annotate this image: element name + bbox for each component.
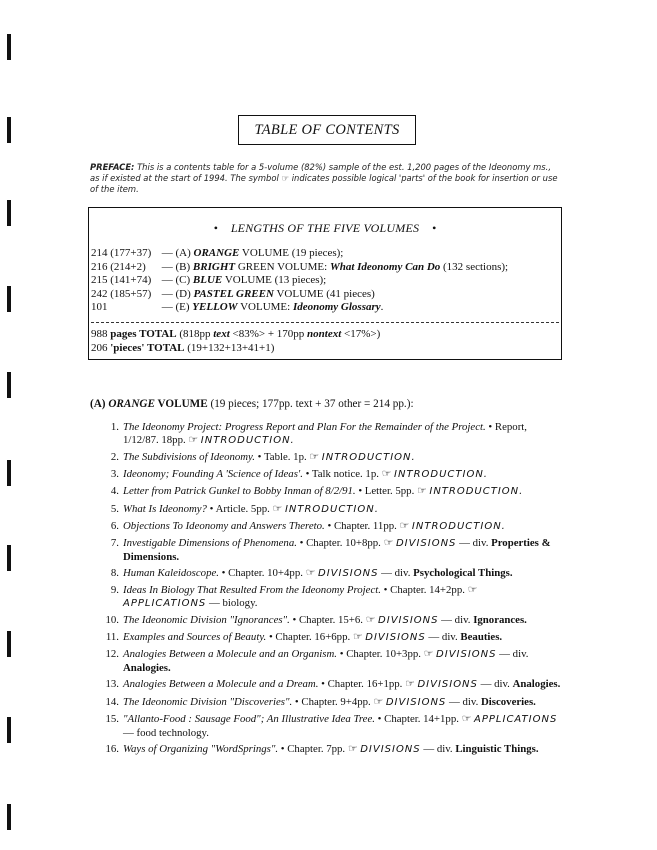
- item-meta: Talk notice. 1p.: [311, 468, 379, 481]
- item-part-tag: DIVISIONS: [378, 615, 439, 627]
- list-item: [92, 713, 562, 740]
- volume-subtitle: What Ideonomy Can Do: [329, 260, 441, 273]
- volume-desc: VOLUME (41 pieces): [273, 287, 375, 300]
- volume-desc: VOLUME (13 pieces);: [222, 274, 327, 286]
- item-division-name: Ignorances.: [473, 614, 527, 627]
- item-part-tag: INTRODUCTION.: [429, 486, 524, 498]
- item-meta: Chapter. 10+3pp.: [346, 648, 421, 661]
- item-title: Investigable Dimensions of Phenomena.: [123, 536, 297, 549]
- bullet-icon: •: [339, 648, 344, 661]
- list-item: [92, 743, 562, 757]
- item-number: 2.: [110, 450, 119, 463]
- volume-pages: 215 (141+74): [91, 274, 152, 286]
- page-title-text: TABLE OF CONTENTS: [254, 121, 400, 138]
- lengths-title-text: LENGTHS OF THE FIVE VOLUMES: [230, 221, 420, 235]
- list-item: [92, 421, 562, 448]
- list-item: [92, 567, 562, 581]
- item-meta: Chapter. 16+6pp.: [275, 631, 351, 644]
- item-division: — div.: [425, 631, 458, 644]
- item-title: The Ideonomic Division "Discoveries".: [123, 695, 293, 708]
- item-part-tag: DIVISIONS: [385, 696, 447, 708]
- pointing-hand-icon: ☞: [272, 501, 283, 515]
- item-number: 14.: [105, 695, 119, 708]
- item-meta: Chapter. 11pp.: [333, 519, 397, 532]
- item-number: 10.: [105, 614, 119, 627]
- section-color: ORANGE: [108, 398, 155, 410]
- item-title: The Subdivisions of Ideonomy.: [123, 450, 255, 463]
- item-part-tag: INTRODUCTION.: [411, 520, 506, 532]
- list-item: [92, 678, 562, 692]
- item-part-tag: DIVISIONS: [360, 743, 421, 755]
- section-letter: (A): [90, 398, 109, 410]
- item-meta: Chapter. 14+1pp.: [384, 712, 459, 725]
- item-meta: Chapter. 15+6.: [298, 614, 363, 627]
- item-meta: Letter. 5pp.: [364, 485, 415, 498]
- volume-letter: — (C): [159, 274, 193, 286]
- bullet-icon: •: [268, 631, 273, 644]
- volume-pages: 101: [91, 301, 108, 313]
- item-division: — food technology.: [123, 726, 209, 739]
- item-title: Ways of Organizing "WordSprings".: [123, 742, 279, 755]
- item-meta: Table. 1p.: [263, 450, 307, 463]
- pointing-hand-icon: ☞: [309, 449, 320, 463]
- bullet-icon: •: [221, 566, 226, 579]
- volume-desc-end: (132 sections);: [440, 260, 509, 273]
- volume-desc: GREEN VOLUME:: [235, 260, 330, 273]
- item-division: — div.: [477, 678, 510, 691]
- bullet-icon: •: [377, 712, 382, 725]
- volume-letter: — (B): [159, 260, 193, 273]
- total-pages-row: [91, 327, 380, 341]
- punch-mark: [7, 372, 11, 398]
- bullet-icon: •: [305, 468, 310, 481]
- item-division-name: Discoveries.: [480, 695, 536, 708]
- bullet-icon: •: [432, 221, 437, 235]
- punch-mark: [7, 117, 11, 143]
- list-item: [92, 631, 562, 645]
- item-number: 9.: [110, 584, 119, 597]
- pointing-hand-icon: ☞: [347, 741, 358, 755]
- item-division: — div.: [496, 648, 529, 661]
- item-part-tag: INTRODUCTION.: [394, 469, 488, 481]
- item-number: 3.: [110, 468, 119, 481]
- volume-desc: VOLUME:: [237, 301, 293, 313]
- total-pieces-num: 206: [91, 342, 108, 354]
- text-word: text: [213, 328, 230, 340]
- item-meta: Chapter. 7pp.: [287, 742, 346, 755]
- lengths-title: [89, 221, 561, 236]
- volume-lengths-box: [88, 207, 562, 360]
- bullet-icon: •: [299, 536, 304, 549]
- pointing-hand-icon: ☞: [188, 432, 199, 446]
- item-part-tag: DIVISIONS: [417, 679, 478, 691]
- item-division: — div.: [378, 566, 411, 579]
- item-title: Ideonomy; Founding A 'Science of Ideas'.: [123, 468, 303, 481]
- punch-mark: [7, 286, 11, 312]
- list-item: [92, 696, 562, 710]
- volume-letter: — (D): [159, 287, 194, 300]
- item-title: Objections To Ideonomy and Answers Thereto.: [123, 519, 325, 532]
- preface: [90, 162, 562, 194]
- pointing-hand-icon: ☞: [365, 613, 376, 627]
- pointing-hand-icon: ☞: [373, 694, 384, 708]
- item-division: — div.: [438, 614, 471, 627]
- bullet-icon: •: [294, 695, 299, 708]
- list-item: [92, 614, 562, 628]
- volume-pages: 216 (214+2): [91, 260, 146, 273]
- item-meta: Chapter. 9+4pp.: [301, 695, 371, 708]
- total-pages-part: <17%>): [341, 328, 381, 340]
- item-title: The Ideonomic Division "Ignorances".: [123, 614, 290, 627]
- dashed-divider: [91, 322, 559, 323]
- item-number: 1.: [110, 421, 119, 433]
- item-title: Ideas In Biology That Resulted From the Ideonomy Project.: [123, 584, 381, 597]
- volume-color: ORANGE: [193, 247, 240, 259]
- volume-color: PASTEL GREEN: [193, 287, 274, 300]
- punch-mark: [7, 34, 11, 60]
- preface-text-1: This is a contents table for a 5-volume (82%) sample of the est. 1,200 pages of the Ideonomy ms., as if existed at the start of 1994. The symbol: [90, 162, 551, 183]
- item-meta: Chapter. 16+1pp.: [327, 678, 403, 691]
- volume-color: BRIGHT: [192, 260, 236, 273]
- item-number: 15.: [105, 712, 119, 725]
- item-part-tag: APPLICATIONS: [474, 713, 558, 725]
- punch-mark: [7, 631, 11, 657]
- total-pages-num: 988: [91, 328, 108, 340]
- punch-mark: [7, 460, 11, 486]
- item-number: 4.: [110, 485, 119, 498]
- pointing-hand-icon: ☞: [461, 711, 472, 725]
- item-number: 11.: [105, 631, 119, 644]
- bullet-icon: •: [280, 742, 285, 755]
- bullet-icon: •: [488, 421, 493, 433]
- punch-mark: [7, 804, 11, 830]
- volume-subtitle: Ideonomy Glossary: [292, 301, 381, 313]
- section-summary: (19 pieces; 177pp. text + 37 other = 214 pp.):: [207, 398, 414, 410]
- item-meta: Chapter. 14+2pp.: [390, 584, 465, 597]
- item-meta: Chapter. 10+8pp.: [306, 536, 381, 549]
- volume-length-row: [91, 274, 508, 288]
- item-part-tag: INTRODUCTION.: [284, 503, 379, 515]
- item-meta: Article. 5pp.: [215, 502, 270, 515]
- totals: [91, 327, 380, 355]
- pointing-hand-icon: ☞: [423, 647, 434, 661]
- item-number: 5.: [110, 502, 119, 515]
- list-item: [92, 584, 562, 611]
- item-title: Analogies Between a Molecule and an Organism.: [123, 648, 337, 661]
- item-number: 6.: [110, 519, 119, 532]
- preface-text-2: indicates possible logical 'parts' of the book for insertion or use of the item.: [90, 172, 558, 194]
- volume-pages: 214 (177+37): [91, 247, 152, 259]
- pointing-hand-icon: ☞: [305, 565, 316, 579]
- total-pages-label: pages TOTAL: [107, 328, 177, 340]
- item-title: "Allanto-Food : Sausage Food"; An Illustrative Idea Tree.: [123, 712, 375, 725]
- volume-letter: — (A): [159, 247, 194, 259]
- item-title: Letter from Patrick Gunkel to Bobby Inman of 8/2/91.: [123, 485, 356, 498]
- volume-length-row: [91, 247, 508, 261]
- item-title: The Ideonomy Project: Progress Report and Plan For the Remainder of the Project.: [123, 421, 486, 433]
- bullet-icon: •: [292, 614, 297, 627]
- item-division-name: Properties & Dimensions.: [123, 536, 551, 563]
- item-part-tag: APPLICATIONS: [123, 597, 207, 609]
- volume-pages: 242 (185+57): [91, 287, 152, 300]
- pointing-hand-icon: ☞: [352, 630, 363, 644]
- pointing-hand-icon: ☞: [399, 518, 410, 532]
- volume-length-list: [91, 247, 508, 315]
- total-pieces-row: [91, 341, 380, 355]
- item-division: — biology.: [206, 596, 258, 609]
- item-division-name: Analogies.: [123, 662, 171, 675]
- list-item: [92, 451, 562, 465]
- bullet-icon: •: [327, 519, 332, 532]
- pointing-hand-icon: ☞: [381, 467, 392, 481]
- bullet-icon: •: [257, 450, 262, 463]
- orange-volume-heading: [90, 398, 414, 410]
- nontext-word: nontext: [307, 328, 342, 340]
- punch-mark: [7, 717, 11, 743]
- item-division-name: Linguistic Things.: [455, 742, 539, 755]
- list-item: [92, 520, 562, 534]
- item-division: — div.: [456, 536, 489, 549]
- list-item: [92, 468, 562, 482]
- page-title: [238, 115, 416, 145]
- item-part-tag: INTRODUCTION.: [200, 434, 295, 446]
- pointing-hand-icon: ☞: [281, 172, 290, 183]
- section-volume-word: VOLUME: [154, 398, 208, 410]
- item-division-name: Beauties.: [460, 631, 503, 644]
- punch-mark: [7, 200, 11, 226]
- item-part-tag: DIVISIONS: [436, 649, 497, 661]
- item-number: 8.: [110, 566, 119, 579]
- bullet-icon: •: [209, 502, 214, 515]
- list-item: [92, 537, 562, 564]
- item-number: 13.: [105, 678, 119, 691]
- item-division-name: Psychological Things.: [413, 566, 513, 579]
- pointing-hand-icon: ☞: [405, 677, 415, 691]
- total-pieces-label: 'pieces' TOTAL: [107, 342, 185, 354]
- total-pages-part: <83%> + 170pp: [229, 328, 308, 340]
- volume-length-row: [91, 301, 508, 315]
- volume-color: BLUE: [192, 274, 223, 286]
- volume-desc-end: .: [380, 301, 384, 313]
- bullet-icon: •: [383, 584, 388, 597]
- list-item: [92, 485, 562, 499]
- bullet-icon: •: [213, 221, 218, 235]
- item-part-tag: DIVISIONS: [318, 567, 379, 579]
- item-meta: Chapter. 10+4pp.: [228, 566, 303, 579]
- pointing-hand-icon: ☞: [416, 484, 427, 498]
- pointing-hand-icon: ☞: [383, 535, 394, 549]
- item-title: What Is Ideonomy?: [123, 502, 207, 515]
- bullet-icon: •: [321, 678, 325, 691]
- item-meta: Report, 1/12/87. 18pp.: [123, 421, 527, 446]
- item-part-tag: DIVISIONS: [365, 632, 426, 644]
- item-part-tag: INTRODUCTION.: [321, 451, 416, 463]
- item-number: 16.: [105, 742, 119, 755]
- bullet-icon: •: [358, 485, 363, 498]
- item-title: Examples and Sources of Beauty.: [123, 631, 267, 644]
- item-title: Analogies Between a Molecule and a Dream.: [123, 678, 319, 691]
- item-division-name: Analogies.: [512, 678, 561, 691]
- contents-list: [92, 421, 562, 760]
- volume-desc: VOLUME (19 pieces);: [239, 247, 344, 259]
- volume-letter: — (E): [159, 301, 193, 313]
- list-item: [92, 648, 562, 675]
- list-item: [92, 503, 562, 517]
- volume-color: YELLOW: [192, 301, 238, 313]
- volume-length-row: [91, 288, 508, 302]
- item-division: — div.: [420, 742, 453, 755]
- punch-mark: [7, 545, 11, 571]
- item-number: 12.: [105, 648, 119, 661]
- item-division: — div.: [446, 695, 479, 708]
- item-number: 7.: [110, 536, 119, 549]
- preface-label: PREFACE:: [90, 162, 135, 172]
- item-part-tag: DIVISIONS: [395, 537, 457, 549]
- pointing-hand-icon: ☞: [467, 583, 478, 597]
- item-title: Human Kaleidoscope.: [123, 566, 219, 579]
- volume-length-row: [91, 261, 508, 275]
- total-pages-part: (818pp: [176, 328, 214, 340]
- total-pieces-part: (19+132+13+41+1): [184, 342, 275, 354]
